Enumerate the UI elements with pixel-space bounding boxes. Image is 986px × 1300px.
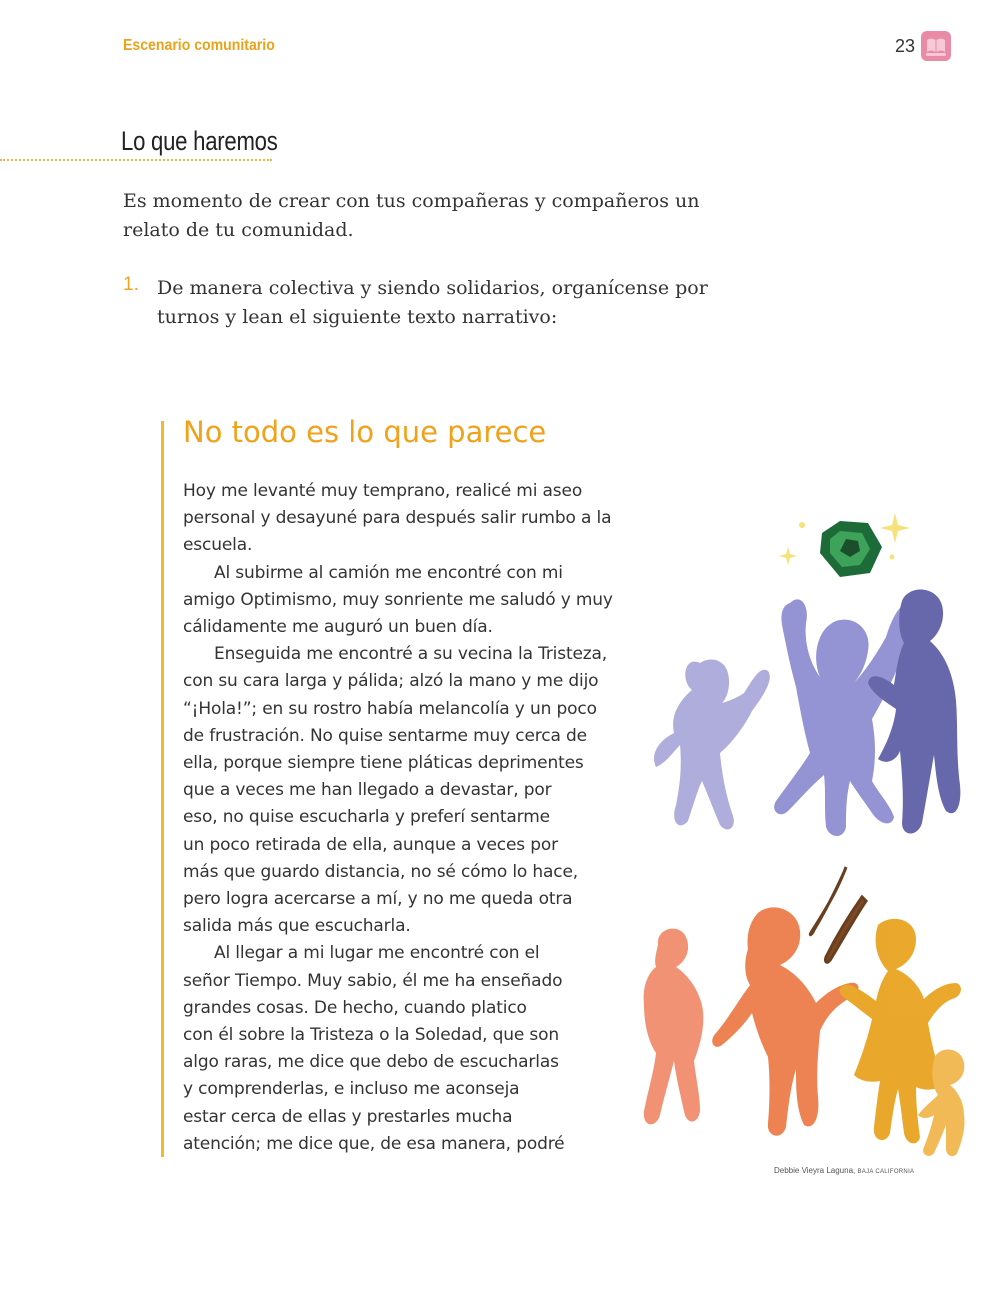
- step-line: De manera colectiva y siendo solidarios, organícense por: [157, 277, 708, 299]
- story-accent-bar: [161, 421, 164, 1157]
- story-line: amigo Optimismo, muy sonriente me saludó y muy: [183, 589, 613, 610]
- section-title: Lo que haremos: [121, 126, 278, 156]
- story-line: Enseguida me encontré a su vecina la Tristeza,: [214, 644, 608, 665]
- story-line: eso, no quise escucharla y preferí sentarme: [183, 807, 550, 828]
- section-header: Escenario comunitario: [123, 37, 275, 54]
- story-line: cálidamente me auguró un buen día.: [183, 617, 493, 638]
- story-line: un poco retirada de ella, aunque a veces por: [183, 834, 558, 855]
- stick-icon: [825, 897, 866, 962]
- intro-line: Es momento de crear con tus compañeras y compañeros un: [123, 190, 700, 212]
- intro-paragraph: [123, 187, 743, 245]
- story-body: [183, 478, 703, 1158]
- story-line: con él sobre la Tristeza o la Soledad, que son: [183, 1025, 559, 1046]
- story-line: que a veces me han llegado a devastar, por: [183, 780, 552, 801]
- sparkle-icon: [779, 547, 797, 565]
- story-line: personal y desayuné para después salir rumbo a la: [183, 508, 612, 529]
- story-line: Al llegar a mi lugar me encontré con el: [214, 943, 540, 964]
- credit-name: Debbie Vieyra Laguna,: [774, 1166, 856, 1175]
- story-line: Hoy me levanté muy temprano, realicé mi aseo: [183, 481, 583, 501]
- story-line: Al subirme al camión me encontré con mi: [214, 562, 563, 583]
- step-line: turnos y lean el siguiente texto narrativo:: [157, 306, 558, 328]
- story-line: estar cerca de ellas y prestarles mucha: [183, 1106, 513, 1127]
- illustration-credit: [774, 1166, 914, 1175]
- story-line: escuela.: [183, 535, 253, 556]
- story-line: algo raras, me dice que debo de escucharlas: [183, 1052, 559, 1073]
- gem-icon: [820, 521, 882, 577]
- figure-child: [654, 660, 770, 830]
- story-line: con su cara larga y pálida; alzó la mano y me dijo: [183, 671, 599, 692]
- story-line: pero logra acercarse a mí, y no me queda otra: [183, 889, 573, 910]
- sparkle-icon: [880, 513, 910, 543]
- intro-line: relato de tu comunidad.: [123, 219, 354, 241]
- page-number: 23: [895, 36, 916, 56]
- children-illustration: [640, 505, 975, 1160]
- story-line: señor Tiempo. Muy sabio, él me ha enseñado: [183, 970, 563, 991]
- figure-adult: [774, 599, 916, 836]
- story-line: y comprenderlas, e incluso me aconseja: [183, 1079, 520, 1100]
- story-line: de frustración. No quise sentarme muy cerca de: [183, 725, 587, 746]
- title-divider: [0, 159, 272, 161]
- story-line: grandes cosas. De hecho, cuando platico: [183, 997, 527, 1018]
- story-line: más que guardo distancia, no sé cómo lo hace,: [183, 861, 579, 882]
- story-line: salida más que escucharla.: [183, 916, 411, 937]
- figure-child: [644, 929, 704, 1125]
- story-line: atención; me dice que, de esa manera, podré: [183, 1133, 565, 1154]
- story-line: ella, porque siempre tiene pláticas deprimentes: [183, 753, 584, 774]
- stick-icon: [810, 867, 846, 935]
- step-text: [157, 274, 757, 332]
- book-icon: [921, 31, 951, 61]
- credit-place: BAJA CALIFORNIA: [857, 1169, 915, 1175]
- step-number: 1.: [123, 274, 139, 295]
- story-line: “¡Hola!”; en su rostro había melancolía y un poco: [183, 698, 597, 719]
- story-title: No todo es lo que parece: [183, 415, 547, 449]
